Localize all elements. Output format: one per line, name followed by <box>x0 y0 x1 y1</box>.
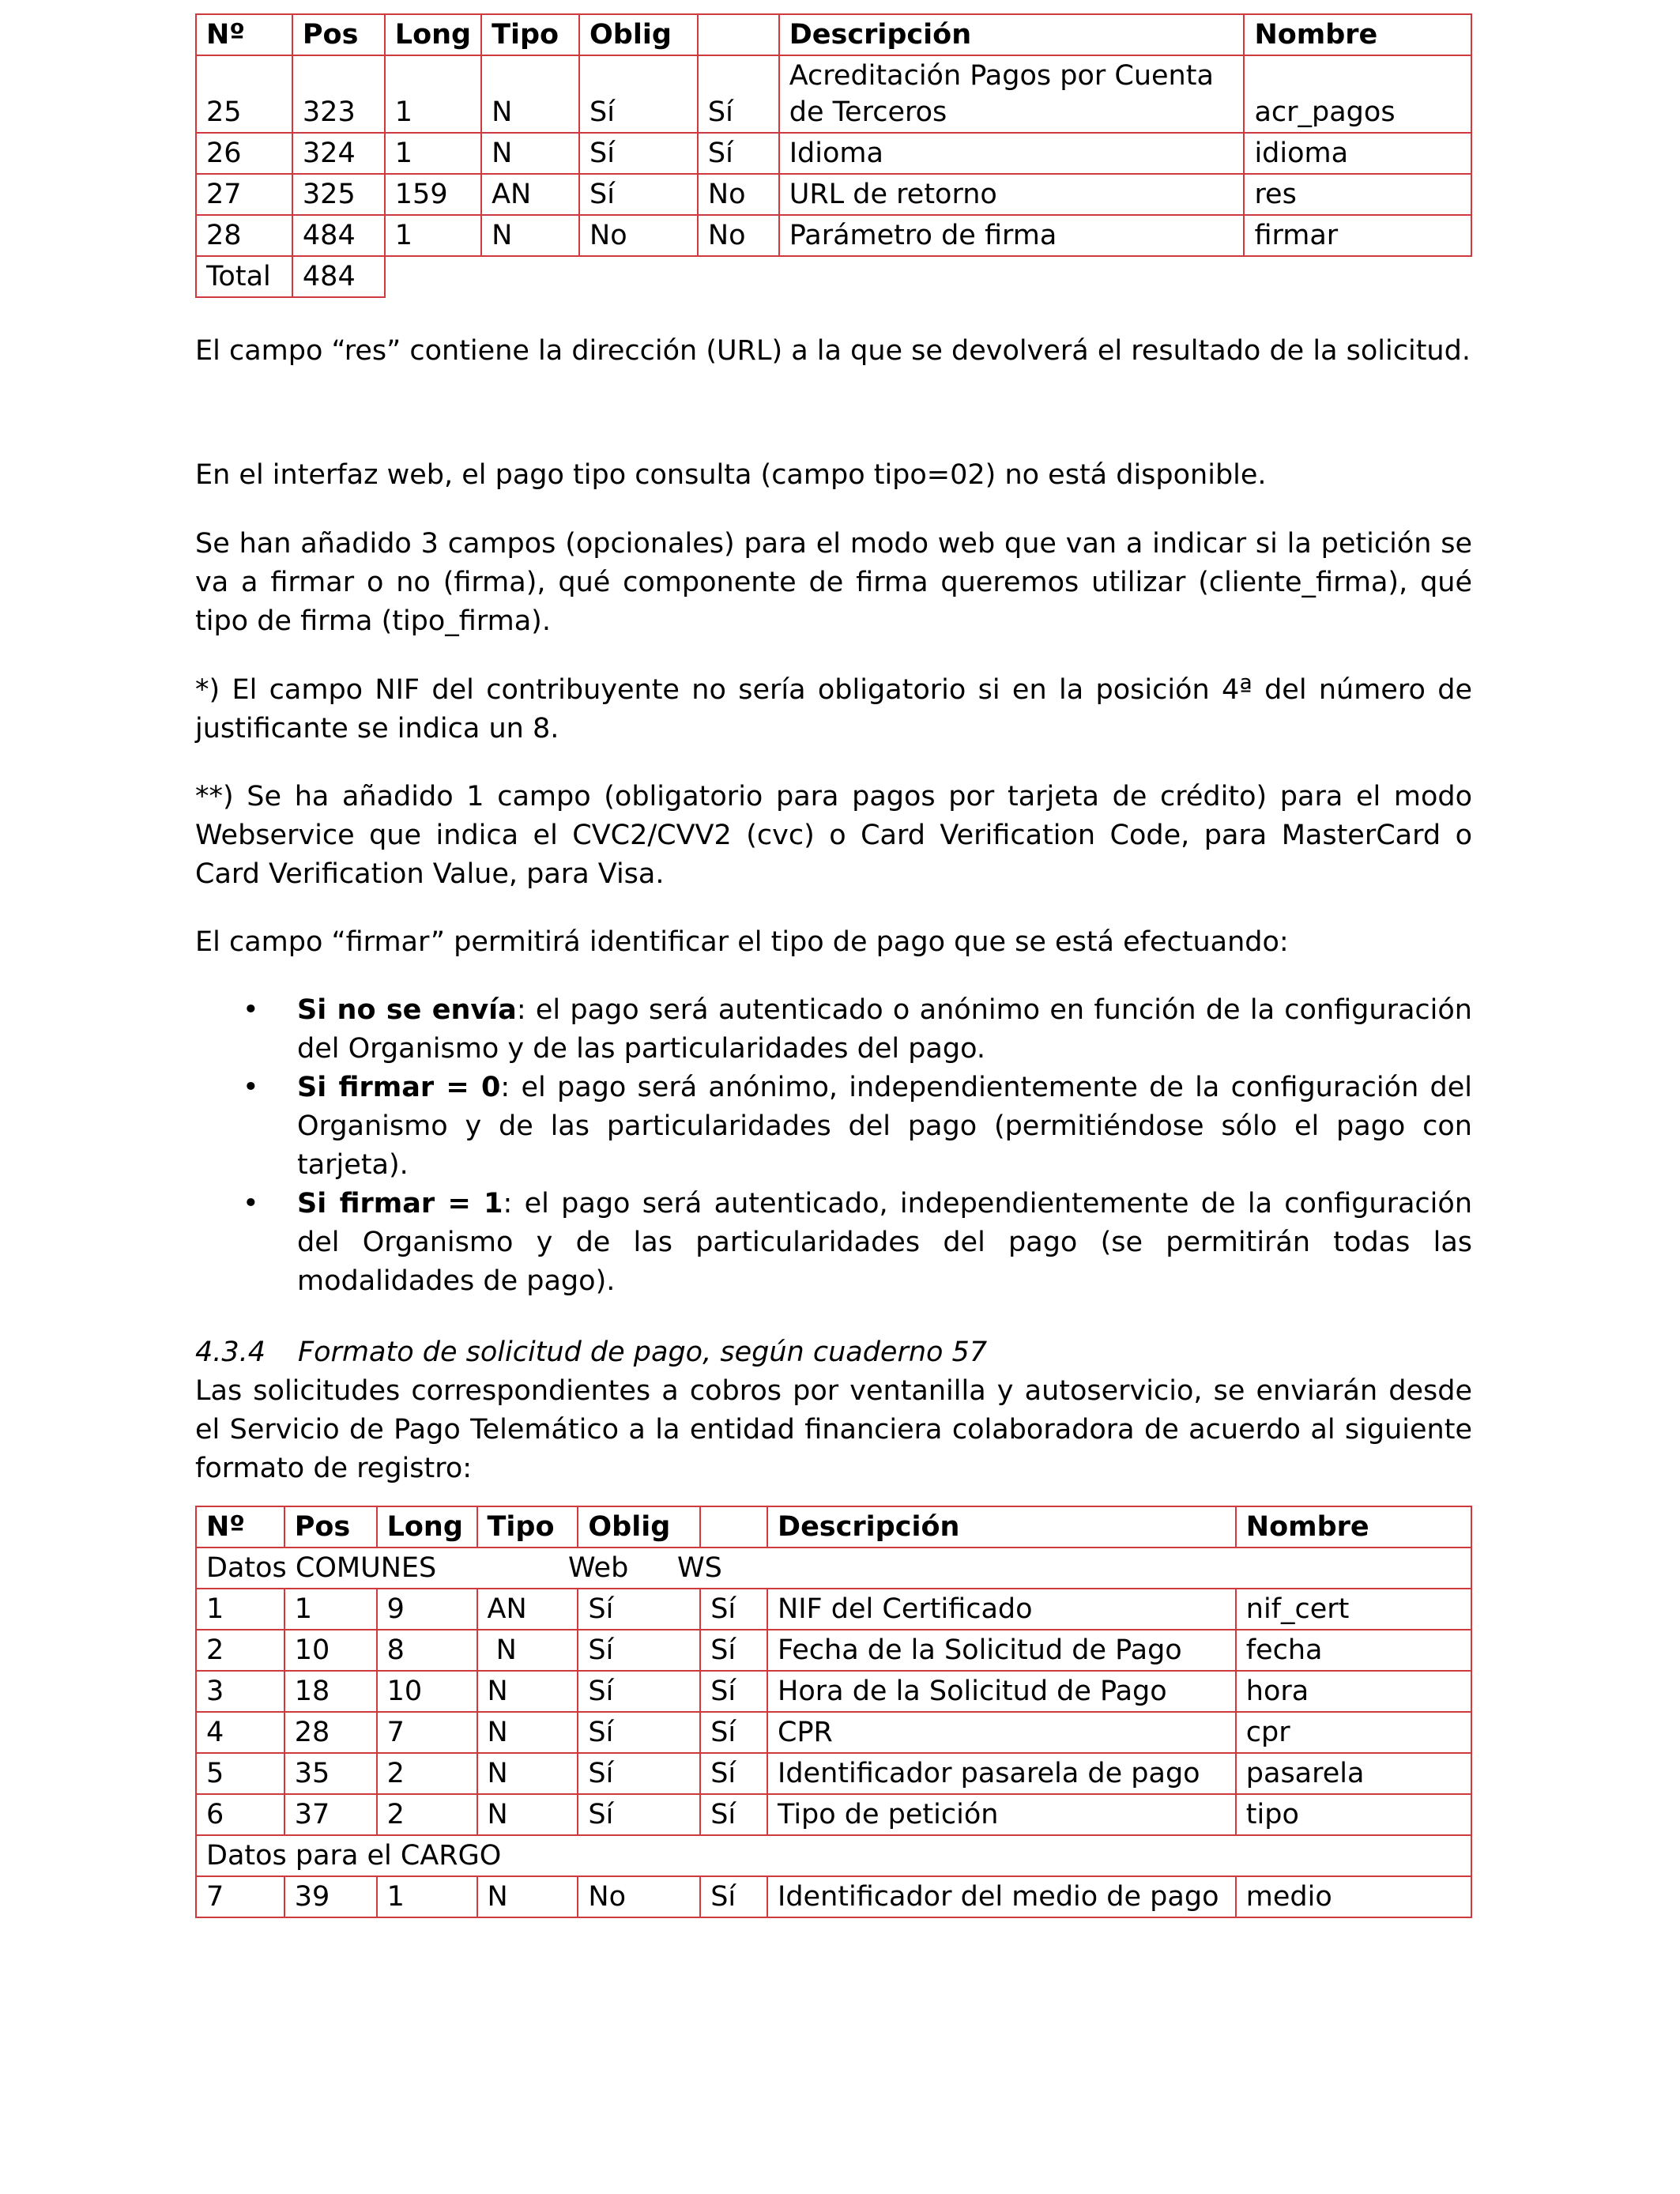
cell-tipo: AN <box>477 1589 578 1630</box>
total-label: Total <box>196 256 292 297</box>
cell-oblig-ws: Sí <box>700 1794 767 1835</box>
group-web-label: Web <box>568 1552 629 1584</box>
paragraph-optional-fields: Se han añadido 3 campos (opcionales) para el modo web que van a indicar si la petición se va a firmar o no (firma), qué componente de firma queremos utilizar (cliente_firma), qué tipo de firma (tipo_firma). <box>195 528 1472 637</box>
cell-no: 2 <box>196 1630 284 1671</box>
cell-oblig-web: Sí <box>579 55 698 133</box>
header-cell-nombre: Nombre <box>1244 14 1471 55</box>
cell-long: 2 <box>377 1794 477 1835</box>
cell-oblig-ws: Sí <box>700 1671 767 1712</box>
cell-long: 7 <box>377 1712 477 1753</box>
paragraph-firmar: El campo “firmar” permitirá identificar el tipo de pago que se está efectuando: <box>195 926 1289 958</box>
cell-oblig-ws: Sí <box>700 1630 767 1671</box>
table-row <box>196 55 1471 133</box>
cell-pos: 18 <box>284 1671 377 1712</box>
cell-long: 159 <box>385 174 481 215</box>
cell-nombre: res <box>1244 174 1471 215</box>
cell-tipo: AN <box>481 174 579 215</box>
cell-oblig-web: Sí <box>578 1753 700 1794</box>
cell-no: 4 <box>196 1712 284 1753</box>
cell-tipo: N <box>481 55 579 133</box>
group-cell <box>196 1547 1471 1589</box>
cell-long: 1 <box>385 55 481 133</box>
section-intro: Las solicitudes correspondientes a cobros por ventanilla y autoservicio, se enviarán desde el Servicio de Pago Telemático a la entidad financiera colaboradora de acuerdo al siguiente formato de registro: <box>195 1375 1472 1484</box>
cell-nombre: medio <box>1236 1876 1471 1917</box>
list-item-text: : el pago será anónimo, independientemente de la configuración del Organismo y de las particularidades del pago (permitiéndose sólo el pago con tarjeta). <box>297 1072 1472 1181</box>
cell-nombre: tipo <box>1236 1794 1471 1835</box>
cell-nombre: fecha <box>1236 1630 1471 1671</box>
paragraph-cvc-note: **) Se ha añadido 1 campo (obligatorio para pagos por tarjeta de crédito) para el modo Webservice que indica el CVC2/CVV2 (cvc) o Card Verification Code, para MasterCard o Card Verification Value, para Visa. <box>195 781 1472 890</box>
header-cell-pos: Pos <box>292 14 385 55</box>
cell-pos: 323 <box>292 55 385 133</box>
table-row <box>196 1671 1471 1712</box>
cell-nombre: pasarela <box>1236 1753 1471 1794</box>
cell-long: 1 <box>385 215 481 256</box>
cell-descripcion: Idioma <box>779 133 1245 174</box>
cell-no: 6 <box>196 1794 284 1835</box>
list-item <box>195 1069 1472 1185</box>
list-item <box>195 1185 1472 1301</box>
table-row <box>196 215 1471 256</box>
header-cell-pos: Pos <box>284 1506 377 1547</box>
cell-no: 3 <box>196 1671 284 1712</box>
cell-oblig-ws: Sí <box>700 1712 767 1753</box>
cell-descripcion: Fecha de la Solicitud de Pago <box>767 1630 1236 1671</box>
cell-tipo: N <box>477 1630 578 1671</box>
group-label: Datos para el CARGO <box>196 1835 1471 1876</box>
cell-pos: 28 <box>284 1712 377 1753</box>
cell-nombre: acr_pagos <box>1244 55 1471 133</box>
cell-no: 7 <box>196 1876 284 1917</box>
cell-tipo: N <box>477 1794 578 1835</box>
cell-oblig-web: No <box>579 215 698 256</box>
group-ws-label: WS <box>677 1552 722 1584</box>
cell-descripcion: NIF del Certificado <box>767 1589 1236 1630</box>
table-header-row <box>196 14 1471 55</box>
cell-tipo: N <box>481 215 579 256</box>
cell-descripcion: Identificador del medio de pago <box>767 1876 1236 1917</box>
cell-oblig-web: Sí <box>578 1630 700 1671</box>
table-row <box>196 1753 1471 1794</box>
header-cell-no: Nº <box>196 1506 284 1547</box>
header-cell-tipo: Tipo <box>477 1506 578 1547</box>
header-cell-descripcion: Descripción <box>779 14 1245 55</box>
cell-long: 1 <box>385 133 481 174</box>
cell-pos: 325 <box>292 174 385 215</box>
bullet-icon: • <box>243 1188 259 1220</box>
cell-tipo: N <box>477 1876 578 1917</box>
cell-oblig-web: Sí <box>579 133 698 174</box>
header-cell-no: Nº <box>196 14 292 55</box>
cell-oblig-web: Sí <box>578 1712 700 1753</box>
cell-no: 28 <box>196 215 292 256</box>
section-heading <box>195 1333 987 1372</box>
cell-no: 26 <box>196 133 292 174</box>
table-header-row <box>196 1506 1471 1547</box>
list-item-text: : el pago será autenticado, independientemente de la configuración del Organismo y de las particularidades del pago (se permitirán todas las modalidades de pago). <box>297 1188 1472 1297</box>
registro-format-table <box>195 1506 1472 1918</box>
cell-oblig-ws: Sí <box>698 55 779 133</box>
cell-pos: 1 <box>284 1589 377 1630</box>
list-item-text: : el pago será autenticado o anónimo en función de la configuración del Organismo y de las particularidades del pago. <box>297 994 1472 1065</box>
cell-oblig-ws: No <box>698 174 779 215</box>
bullet-icon: • <box>243 994 259 1026</box>
cell-long: 2 <box>377 1753 477 1794</box>
table-row <box>196 174 1471 215</box>
cell-no: 25 <box>196 55 292 133</box>
cell-tipo: N <box>477 1753 578 1794</box>
group-row-cargo <box>196 1835 1471 1876</box>
list-item-term: Si firmar = 0 <box>297 1072 501 1103</box>
cell-tipo: N <box>477 1671 578 1712</box>
cell-descripcion: CPR <box>767 1712 1236 1753</box>
cell-oblig-web: Sí <box>578 1671 700 1712</box>
header-cell-blank <box>698 14 779 55</box>
table-row <box>196 1630 1471 1671</box>
header-cell-descripcion: Descripción <box>767 1506 1236 1547</box>
firmar-options-list <box>195 991 1472 1301</box>
cell-oblig-ws: Sí <box>698 133 779 174</box>
empty-cell <box>385 256 1471 297</box>
cell-pos: 39 <box>284 1876 377 1917</box>
cell-pos: 324 <box>292 133 385 174</box>
cell-pos: 35 <box>284 1753 377 1794</box>
cell-oblig-ws: No <box>698 215 779 256</box>
table-total-row <box>196 256 1471 297</box>
cell-pos: 484 <box>292 215 385 256</box>
cell-oblig-web: No <box>578 1876 700 1917</box>
cell-descripcion: Parámetro de firma <box>779 215 1245 256</box>
cell-oblig-ws: Sí <box>700 1876 767 1917</box>
cell-oblig-web: Sí <box>579 174 698 215</box>
paragraph-nif-note: *) El campo NIF del contribuyente no sería obligatorio si en la posición 4ª del número de justificante se indica un 8. <box>195 674 1472 745</box>
cell-descripcion: Acreditación Pagos por Cuenta de Terceros <box>779 55 1245 133</box>
cell-descripcion: Hora de la Solicitud de Pago <box>767 1671 1236 1712</box>
header-cell-nombre: Nombre <box>1236 1506 1471 1547</box>
cell-nombre: firmar <box>1244 215 1471 256</box>
cell-no: 5 <box>196 1753 284 1794</box>
list-item-term: Si firmar = 1 <box>297 1188 503 1220</box>
header-cell-blank <box>700 1506 767 1547</box>
cell-oblig-ws: Sí <box>700 1589 767 1630</box>
paragraph-res: El campo “res” contiene la dirección (URL) a la que se devolverá el resultado de la solicitud. <box>195 335 1471 367</box>
table-row <box>196 1589 1471 1630</box>
cell-tipo: N <box>481 133 579 174</box>
table-row <box>196 1712 1471 1753</box>
list-item <box>195 991 1472 1069</box>
section-number: 4.3.4 <box>195 1336 266 1368</box>
cell-long: 10 <box>377 1671 477 1712</box>
bullet-icon: • <box>243 1072 259 1103</box>
table-row <box>196 1794 1471 1835</box>
list-item-term: Si no se envía <box>297 994 517 1026</box>
header-cell-oblig: Oblig <box>579 14 698 55</box>
fields-table-continued <box>195 13 1472 298</box>
cell-descripcion: Tipo de petición <box>767 1794 1236 1835</box>
cell-no: 1 <box>196 1589 284 1630</box>
header-cell-oblig: Oblig <box>578 1506 700 1547</box>
cell-oblig-web: Sí <box>578 1589 700 1630</box>
cell-nombre: hora <box>1236 1671 1471 1712</box>
cell-long: 9 <box>377 1589 477 1630</box>
cell-descripcion: Identificador pasarela de pago <box>767 1753 1236 1794</box>
cell-long: 8 <box>377 1630 477 1671</box>
header-cell-tipo: Tipo <box>481 14 579 55</box>
cell-tipo: N <box>477 1712 578 1753</box>
section-title: Formato de solicitud de pago, según cuaderno 57 <box>298 1336 988 1368</box>
cell-pos: 10 <box>284 1630 377 1671</box>
table-row <box>196 133 1471 174</box>
cell-nombre: idioma <box>1244 133 1471 174</box>
cell-nombre: nif_cert <box>1236 1589 1471 1630</box>
cell-pos: 37 <box>284 1794 377 1835</box>
header-cell-long: Long <box>377 1506 477 1547</box>
total-value: 484 <box>292 256 385 297</box>
cell-nombre: cpr <box>1236 1712 1471 1753</box>
header-cell-long: Long <box>385 14 481 55</box>
table-row <box>196 1876 1471 1917</box>
cell-oblig-web: Sí <box>578 1794 700 1835</box>
cell-long: 1 <box>377 1876 477 1917</box>
cell-no: 27 <box>196 174 292 215</box>
group-row-comunes <box>196 1547 1471 1589</box>
paragraph-web-interface: En el interfaz web, el pago tipo consulta (campo tipo=02) no está disponible. <box>195 459 1267 491</box>
group-label: Datos COMUNES <box>206 1552 437 1584</box>
cell-oblig-ws: Sí <box>700 1753 767 1794</box>
cell-descripcion: URL de retorno <box>779 174 1245 215</box>
